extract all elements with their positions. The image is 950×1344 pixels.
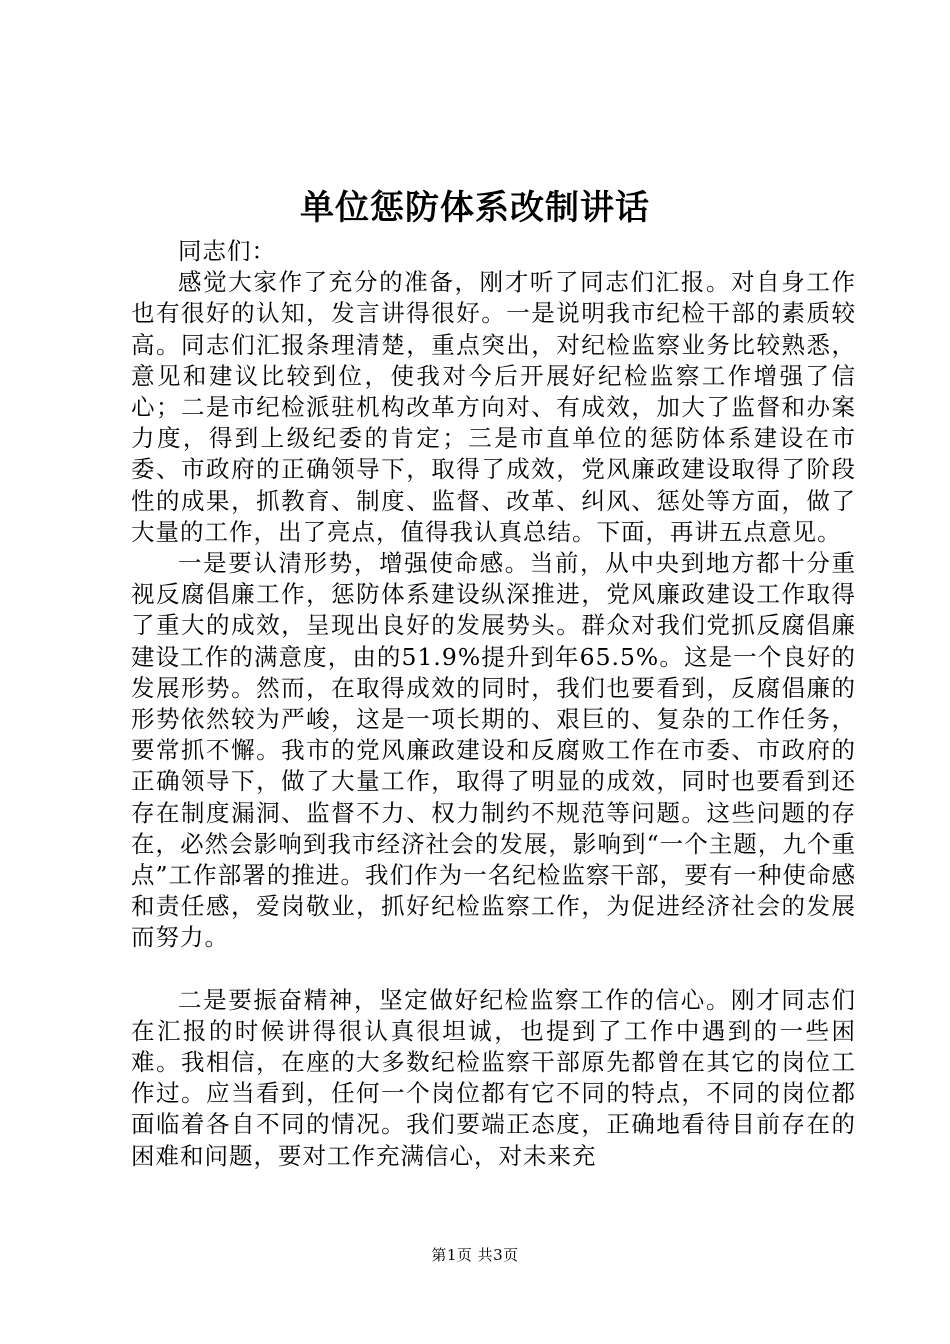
paragraph-1: 感觉大家作了充分的准备，刚才听了同志们汇报。对自身工作也有很好的认知，发言讲得很好。一是说明我市纪检干部的素质较高。同志们汇报条理清楚，重点突出，对纪检监察业务比较熟悉，意见和建议比较到位，使我对今后开展好纪检监察工作增强了信心；二是市纪检派驻机构改革方向对、有成效，加大了监督和办案力度，得到上级纪委的肯定；三是市直单位的惩防体系建设在市委、市政府的正确领导下，取得了成效，党风廉政建设取得了阶段性的成果，抓教育、制度、监督、改革、纠风、惩处等方面，做了大量的工作，出了亮点，值得我认真总结。下面，再讲五点意见。 bbox=[131, 268, 856, 546]
salutation: 同志们： bbox=[178, 237, 276, 265]
document-body bbox=[131, 236, 856, 1172]
paragraph-3: 二是要振奋精神，坚定做好纪检监察工作的信心。刚才同志们在汇报的时候讲得很认真很坦诚，也提到了工作中遇到的一些困难。我相信，在座的大多数纪检监察干部原先都曾在其它的岗位工作过。应当看到，任何一个岗位都有它不同的特点，不同的岗位都面临着各自不同的情况。我们要端正态度，正确地看待目前存在的困难和问题，要对工作充满信心，对未来充 bbox=[131, 985, 856, 1170]
paragraph-2: 一是要认清形势，增强使命感。当前，从中央到地方都十分重视反腐倡廉工作，惩防体系建设纵深推进，党风廉政建设工作取得了重大的成效，呈现出良好的发展势头。群众对我们党抓反腐倡廉建设工作的满意度，由的51.9%提升到年65.5%。这是一个良好的发展形势。然而，在取得成效的同时，我们也要看到，反腐倡廉的形势依然较为严峻，这是一项长期的、艰巨的、复杂的工作任务，要常抓不懈。我市的党风廉政建设和反腐败工作在市委、市政府的正确领导下，做了大量工作，取得了明显的成效，同时也要看到还存在制度漏洞、监督不力、权力制约不规范等问题。这些问题的存在，必然会影响到我市经济社会的发展，影响到“一个主题，九个重点”工作部署的推进。我们作为一名纪检监察干部，要有一种使命感和责任感，爱岗敬业，抓好纪检监察工作，为促进经济社会的发展而努力。 bbox=[131, 549, 856, 952]
page-number: 第1页 共3页 bbox=[431, 1246, 519, 1264]
document-title: 单位惩防体系改制讲话 bbox=[300, 188, 650, 228]
